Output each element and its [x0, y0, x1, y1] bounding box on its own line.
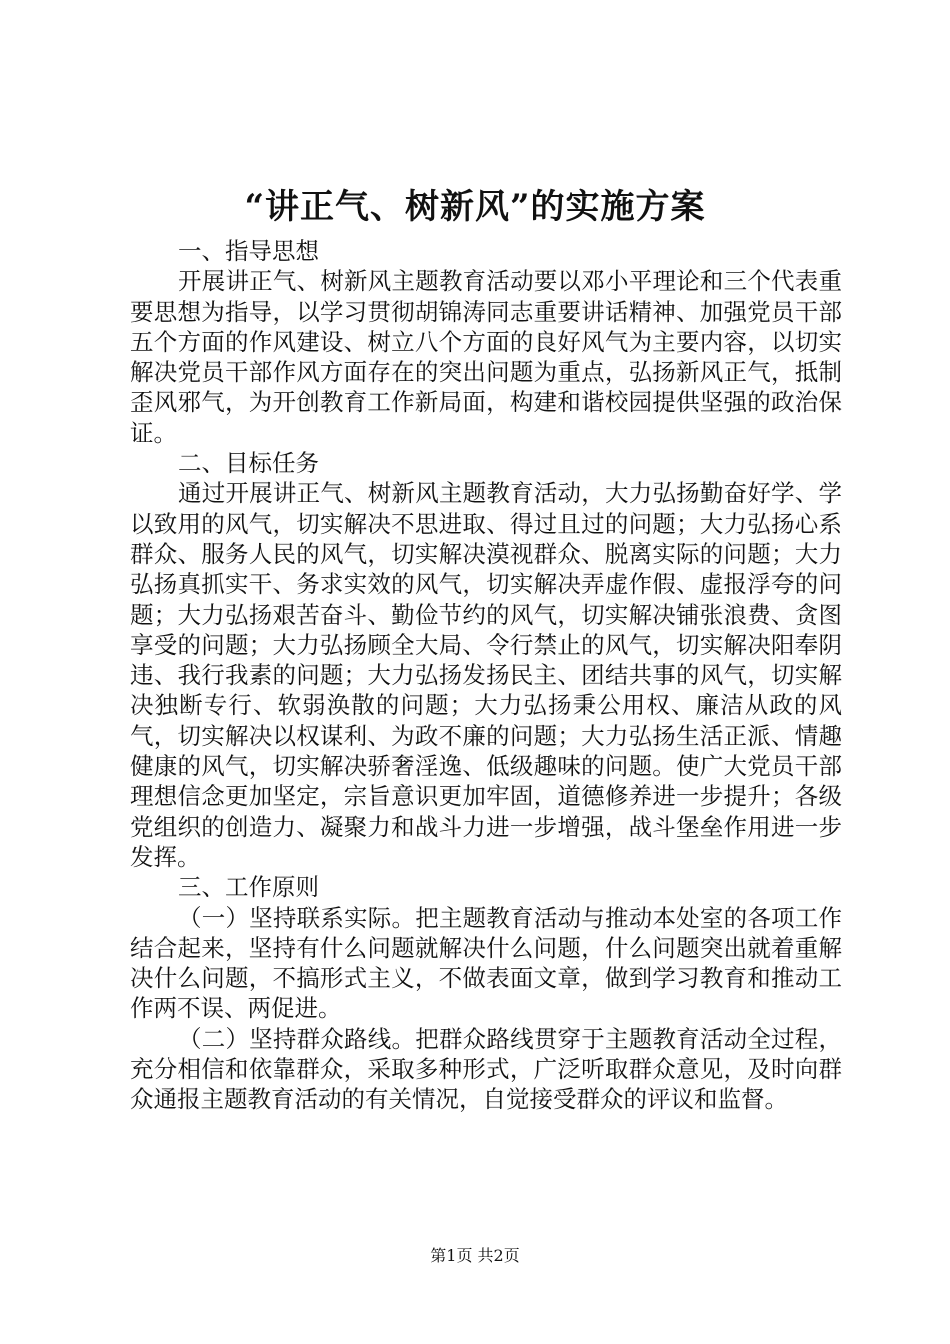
section-objectives	[130, 448, 842, 872]
paragraph: （二）坚持群众路线。把群众路线贯穿于主题教育活动全过程，充分相信和依靠群众，采取多种形式，广泛听取群众意见，及时向群众通报主题教育活动的有关情况，自觉接受群众的评议和监督。	[130, 1024, 842, 1114]
paragraph: 通过开展讲正气、树新风主题教育活动，大力弘扬勤奋好学、学以致用的风气，切实解决不思进取、得过且过的问题；大力弘扬心系群众、服务人民的风气，切实解决漠视群众、脱离实际的问题；大力弘扬真抓实干、务求实效的风气，切实解决弄虚作假、虚报浮夸的问题；大力弘扬艰苦奋斗、勤俭节约的风气，切实解决铺张浪费、贪图享受的问题；大力弘扬顾全大局、令行禁止的风气，切实解决阳奉阴违、我行我素的问题；大力弘扬发扬民主、团结共事的风气，切实解决独断专行、软弱涣散的问题；大力弘扬秉公用权、廉洁从政的风气，切实解决以权谋利、为政不廉的问题；大力弘扬生活正派、情趣健康的风气，切实解决骄奢淫逸、低级趣味的问题。使广大党员干部理想信念更加坚定，宗旨意识更加牢固，道德修养进一步提升；各级党组织的创造力、凝聚力和战斗力进一步增强，战斗堡垒作用进一步发挥。	[130, 479, 842, 871]
page-number-footer: 第1页 共2页	[430, 1246, 520, 1265]
document-body	[130, 236, 842, 1115]
paragraph: 开展讲正气、树新风主题教育活动要以邓小平理论和三个代表重要思想为指导，以学习贯彻胡锦涛同志重要讲话精神、加强党员干部五个方面的作风建设、树立八个方面的良好风气为主要内容，以切实解决党员干部作风方面存在的突出问题为重点，弘扬新风正气，抵制歪风邪气，为开创教育工作新局面，构建和谐校园提供坚强的政治保证。	[130, 267, 842, 447]
paragraph: （一）坚持联系实际。把主题教育活动与推动本处室的各项工作结合起来，坚持有什么问题就解决什么问题，什么问题突出就着重解决什么问题，不搞形式主义，不做表面文章，做到学习教育和推动工作两不误、两促进。	[130, 903, 842, 1023]
document-title: “讲正气、树新风”的实施方案	[244, 187, 706, 227]
section-principles	[130, 872, 842, 1114]
section-heading: 一、指导思想	[178, 237, 319, 265]
section-heading: 二、目标任务	[178, 449, 319, 478]
section-heading: 三、工作原则	[178, 873, 319, 902]
section-guiding-ideology	[130, 236, 842, 448]
